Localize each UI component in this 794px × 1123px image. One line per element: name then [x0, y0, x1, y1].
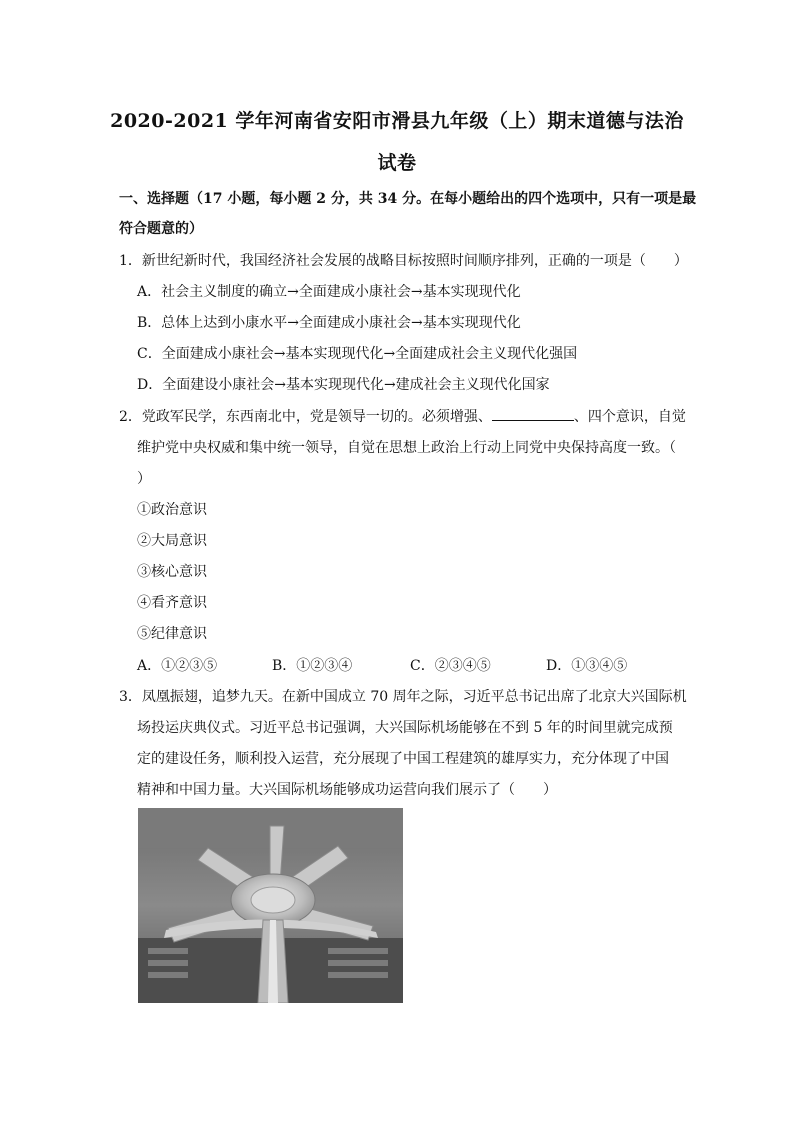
question-2-option-a: A．①②③⑤	[137, 658, 218, 674]
question-2-item-2: ②大局意识	[137, 533, 207, 549]
question-2-stem-post: 、四个意识，自觉	[573, 409, 686, 425]
question-2-stem-line3: ）	[137, 471, 151, 487]
question-3-line3: 定的建设任务，顺利投入运营，充分展现了中国工程建筑的雄厚实力，充分体现了中国	[137, 751, 669, 767]
question-2-item-3: ③核心意识	[137, 564, 207, 580]
question-1-stem: 1．新世纪新时代，我国经济社会发展的战略目标按照时间顺序排列，正确的一项是（ ）	[119, 253, 688, 269]
question-2-item-5: ⑤纪律意识	[137, 626, 207, 642]
question-2-option-d: D．①③④⑤	[546, 658, 628, 674]
question-3-line1: 3．凤凰振翅，追梦九天。在新中国成立 70 周年之际，习近平总书记出席了北京大兴国际机	[119, 689, 687, 705]
section-heading-line1: 一、选择题（17 小题，每小题 2 分，共 34 分。在每小题给出的四个选项中，只有一项是最	[119, 191, 697, 207]
question-2-option-b: B．①②③④	[272, 658, 353, 674]
airport-aerial-photo	[138, 808, 403, 1003]
question-1-option-b: B．总体上达到小康水平→全面建成小康社会→基本实现现代化	[137, 315, 521, 331]
question-2-item-1: ①政治意识	[137, 502, 207, 518]
fill-in-blank	[492, 406, 574, 421]
question-2-item-4: ④看齐意识	[137, 595, 207, 611]
question-2-stem-pre: 2．党政军民学，东西南北中，党是领导一切的。必须增强、	[119, 409, 492, 425]
question-3-line2: 场投运庆典仪式。习近平总书记强调，大兴国际机场能够在不到 5 年的时间里就完成预	[137, 720, 673, 736]
question-1-option-a: A．社会主义制度的确立→全面建成小康社会→基本实现现代化	[137, 284, 521, 300]
question-1-option-c: C．全面建成小康社会→基本实现现代化→全面建成社会主义现代化强国	[137, 346, 578, 362]
exam-title-line1: 2020-2021 学年河南省安阳市滑县九年级（上）期末道德与法治	[110, 110, 684, 132]
exam-title-line2: 试卷	[377, 152, 417, 174]
section-heading-line2: 符合题意的）	[119, 221, 203, 237]
question-3-line4: 精神和中国力量。大兴国际机场能够成功运营向我们展示了（ ）	[137, 782, 557, 798]
question-2-stem-line2: 维护党中央权威和集中统一领导，自觉在思想上政治上行动上同党中央保持高度一致。（	[137, 440, 676, 456]
question-2-stem-line1	[119, 406, 686, 426]
question-1-option-d: D．全面建设小康社会→基本实现现代化→建成社会主义现代化国家	[137, 377, 550, 393]
question-2-option-c: C．②③④⑤	[410, 658, 491, 674]
